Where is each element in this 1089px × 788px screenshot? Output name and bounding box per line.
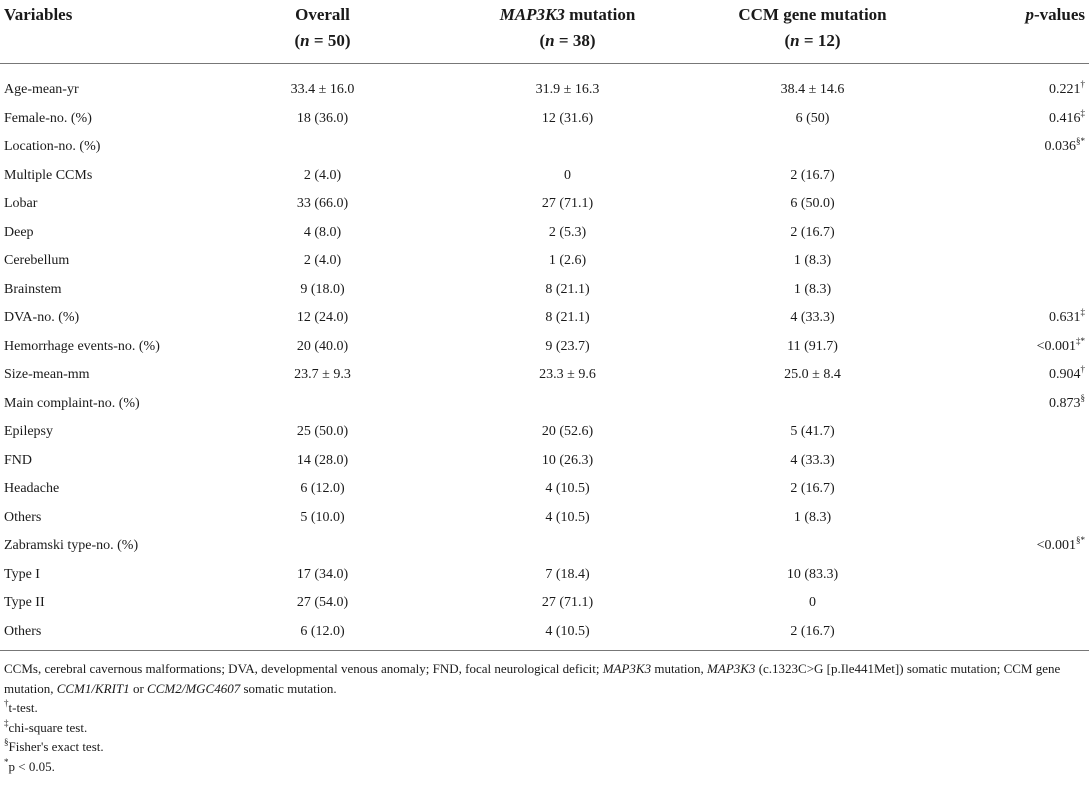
table-row: [0, 562, 1089, 591]
header-map3k3: [445, 2, 690, 54]
table-row: [0, 248, 1089, 277]
cell-map3k3: 8 (21.1): [545, 281, 590, 297]
footnote-section: §Fisher's exact test.: [4, 737, 104, 754]
cell-map3k3: 31.9 ± 16.3: [535, 82, 600, 97]
table-row: [0, 163, 1089, 192]
cell-ccm: 2 (16.7): [790, 623, 835, 639]
cell-ccm: 0: [809, 595, 816, 610]
cell-map3k3: 0: [564, 167, 571, 183]
row-label: Main complaint-no. (%): [4, 395, 140, 411]
cell-overall: 2 (4.0): [303, 253, 342, 268]
cell-map3k3: 8 (21.1): [545, 310, 590, 325]
table-body: [0, 64, 1089, 647]
row-label: Type II: [4, 595, 45, 610]
header-overall-n: (n = 50): [294, 31, 351, 50]
cell-map3k3: 9 (23.7): [545, 338, 590, 354]
cell-map3k3: 7 (18.4): [545, 566, 590, 582]
pvalue-footnote-mark: †: [1080, 364, 1085, 374]
cell-ccm: 4 (33.3): [790, 452, 835, 468]
table-bottom-rule: [0, 650, 1089, 651]
cell-overall: 4 (8.0): [303, 224, 342, 240]
cell-map3k3: 27 (71.1): [541, 196, 594, 211]
cell-map3k3: 20 (52.6): [541, 424, 594, 439]
cell-ccm: 2 (16.7): [790, 481, 835, 496]
cell-map3k3: 12 (31.6): [541, 110, 594, 126]
header-ccm: [690, 2, 935, 54]
cell-overall: 18 (36.0): [296, 110, 349, 126]
cell-map3k3: 10 (26.3): [541, 452, 594, 468]
row-label: Size-mean-mm: [4, 367, 90, 382]
table-row: [0, 391, 1089, 420]
table-header: [0, 0, 1089, 64]
cell-pvalue: <0.001§*: [1036, 535, 1085, 553]
cell-ccm: 1 (8.3): [793, 509, 832, 525]
cell-map3k3: 4 (10.5): [545, 509, 590, 525]
table-row: [0, 533, 1089, 562]
row-label: Brainstem: [4, 281, 62, 297]
table-row: [0, 277, 1089, 306]
cell-pvalue: 0.631‡: [1049, 307, 1085, 325]
cell-overall: 6 (12.0): [300, 623, 345, 639]
table-row: [0, 476, 1089, 505]
cell-ccm: 11 (91.7): [787, 338, 838, 354]
row-label: Female-no. (%): [4, 110, 92, 126]
cell-pvalue: 0.416‡: [1049, 107, 1085, 126]
row-label: Deep: [4, 224, 34, 240]
footnote-star: *p < 0.05.: [4, 756, 55, 774]
footnote-double-dagger: ‡chi-square test.: [4, 717, 88, 735]
cell-overall: 25 (50.0): [296, 424, 349, 439]
pvalue-footnote-mark: §*: [1076, 535, 1085, 545]
table-row: [0, 77, 1089, 106]
cell-overall: 20 (40.0): [296, 338, 349, 354]
cell-overall: 27 (54.0): [296, 595, 349, 610]
pvalue-footnote-mark: §*: [1076, 136, 1085, 146]
pvalue-footnote-mark: §: [1080, 392, 1085, 403]
row-label: Hemorrhage events-no. (%): [4, 338, 160, 354]
cell-overall: 6 (12.0): [300, 481, 345, 496]
cell-map3k3: 27 (71.1): [541, 595, 594, 610]
cell-ccm: 2 (16.7): [790, 167, 835, 183]
header-overall-name: Overall: [295, 5, 350, 24]
table-row: [0, 505, 1089, 534]
table-footnotes: [4, 659, 1084, 776]
table-row: [0, 448, 1089, 477]
table-row: [0, 220, 1089, 249]
cell-map3k3: 1 (2.6): [548, 253, 587, 268]
row-label: Cerebellum: [4, 253, 70, 268]
cell-pvalue: 0.904†: [1049, 364, 1085, 382]
cell-ccm: 4 (33.3): [790, 310, 835, 325]
pvalue-footnote-mark: ‡: [1080, 107, 1085, 118]
cell-overall: 5 (10.0): [300, 509, 345, 525]
row-label: DVA-no. (%): [4, 310, 80, 325]
cell-overall: 33.4 ± 16.0: [290, 82, 355, 97]
cell-overall: 2 (4.0): [303, 167, 342, 183]
footnote-dagger: †t-test.: [4, 698, 38, 715]
cell-ccm: 38.4 ± 14.6: [780, 82, 845, 97]
cell-overall: 14 (28.0): [296, 452, 349, 468]
cell-overall: 33 (66.0): [296, 196, 349, 211]
row-label: Lobar: [4, 196, 38, 211]
row-label: Location-no. (%): [4, 139, 101, 154]
footnote-abbreviations: CCMs, cerebral cavernous malformations; DVA, developmental venous anomaly; FND, focal neurological deficit; MAP3K3 mutation, MAP3K3 (c.1323C>G [p.Ile441Met]) somatic mutation; CCM gene mutation, CCM1/KRIT1 or CCM2/MGC4607 somatic mutation.: [4, 661, 1061, 696]
header-map3k3-name: MAP3K3 mutation: [499, 5, 636, 24]
table-row: [0, 419, 1089, 448]
table-row: [0, 106, 1089, 135]
cell-pvalue: 0.221†: [1049, 79, 1085, 97]
cell-ccm: 5 (41.7): [790, 424, 835, 439]
cell-pvalue: 0.036§*: [1044, 136, 1085, 154]
cell-overall: 23.7 ± 9.3: [294, 367, 351, 382]
pvalue-footnote-mark: †: [1080, 79, 1085, 89]
table-row: [0, 362, 1089, 391]
cell-overall: 12 (24.0): [296, 310, 349, 325]
table-row: [0, 191, 1089, 220]
header-pvalues: p-values: [1025, 5, 1085, 24]
table-row: [0, 305, 1089, 334]
cell-ccm: 2 (16.7): [790, 224, 835, 240]
row-label: Zabramski type-no. (%): [4, 538, 139, 553]
pvalue-footnote-mark: ‡*: [1076, 335, 1085, 346]
table-row: [0, 590, 1089, 619]
row-label: Type I: [4, 566, 40, 582]
row-label: Others: [4, 509, 42, 525]
cell-map3k3: 4 (10.5): [545, 481, 590, 496]
row-label: Age-mean-yr: [4, 82, 79, 97]
cell-ccm: 25.0 ± 8.4: [784, 367, 841, 382]
row-label: FND: [4, 452, 33, 468]
row-label: Multiple CCMs: [4, 167, 93, 183]
cell-ccm: 1 (8.3): [793, 281, 832, 297]
table-row: [0, 134, 1089, 163]
row-label: Others: [4, 623, 42, 639]
cell-map3k3: 23.3 ± 9.6: [539, 367, 596, 382]
cell-map3k3: 4 (10.5): [545, 623, 590, 639]
header-ccm-n: (n = 12): [784, 31, 841, 50]
cell-ccm: 6 (50.0): [790, 196, 835, 211]
table-row: [0, 619, 1089, 648]
cell-pvalue: 0.873§: [1049, 392, 1085, 411]
header-ccm-name: CCM gene mutation: [738, 5, 887, 24]
table-row: [0, 334, 1089, 363]
cell-ccm: 1 (8.3): [793, 253, 832, 268]
header-map3k3-n: (n = 38): [539, 31, 596, 50]
cell-ccm: 6 (50): [795, 110, 830, 126]
cell-overall: 9 (18.0): [300, 281, 345, 297]
cell-overall: 17 (34.0): [296, 566, 349, 582]
cell-pvalue: <0.001‡*: [1036, 335, 1085, 354]
header-overall: [200, 2, 445, 54]
cell-ccm: 10 (83.3): [786, 566, 839, 582]
cell-map3k3: 2 (5.3): [548, 224, 587, 240]
row-label: Headache: [4, 481, 60, 496]
row-label: Epilepsy: [4, 424, 53, 439]
header-variables: Variables: [4, 5, 73, 24]
pvalue-footnote-mark: ‡: [1080, 307, 1085, 317]
